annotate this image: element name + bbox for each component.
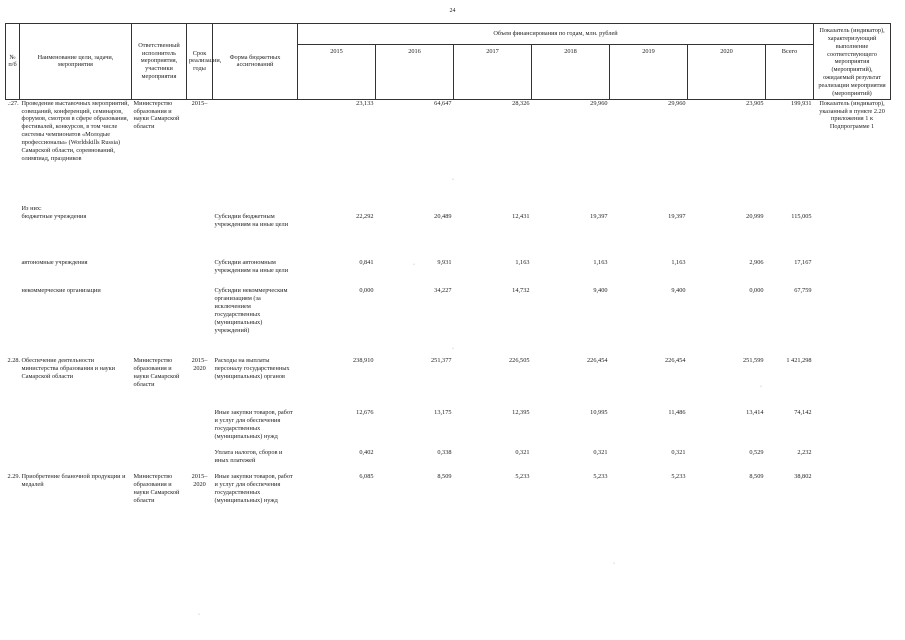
budget-form: Субсидии бюджетным учреждениям на иные цели bbox=[214, 213, 289, 229]
row-number bbox=[6, 449, 20, 473]
row-number bbox=[6, 213, 20, 259]
year-value: 0,402 bbox=[359, 449, 374, 457]
responsible: Министерство образования и науки Самарской области bbox=[133, 357, 180, 388]
term bbox=[187, 259, 213, 287]
year-value: 20,999 bbox=[746, 213, 764, 221]
indicator bbox=[814, 449, 891, 473]
year-value bbox=[298, 205, 376, 213]
year-value: 10,995 bbox=[590, 409, 608, 417]
activity-name: Из них: bbox=[21, 205, 42, 213]
year-value: 226,505 bbox=[509, 357, 530, 365]
year-value: 12,395 bbox=[512, 409, 530, 417]
header-responsible: Ответственный исполнитель мероприятия, участники мероприятия bbox=[132, 24, 187, 100]
year-value: 22,292 bbox=[356, 213, 374, 221]
row-number bbox=[6, 259, 20, 287]
year-value: 12,431 bbox=[512, 213, 530, 221]
budget-form: Иные закупки товаров, работ и услуг для обеспечения государственных (муниципальных) нужд bbox=[214, 409, 293, 440]
year-value: 0,321 bbox=[671, 449, 686, 457]
year-value: 0,529 bbox=[749, 449, 764, 457]
year-value: 20,489 bbox=[434, 213, 452, 221]
year-value: 0,338 bbox=[437, 449, 452, 457]
year-value: 64,647 bbox=[376, 99, 454, 205]
year-value: 5,233 bbox=[671, 473, 686, 481]
responsible: Министерство образования и науки Самарской области bbox=[132, 99, 187, 205]
table-row bbox=[6, 99, 891, 205]
indicator bbox=[814, 409, 891, 449]
total-value: 74,142 bbox=[794, 409, 812, 417]
year-value: 34,227 bbox=[434, 287, 452, 295]
page-number: 24 bbox=[449, 8, 456, 14]
table-row bbox=[6, 213, 891, 259]
header-number: № п/б bbox=[6, 24, 20, 100]
year-value: 12,676 bbox=[356, 409, 374, 417]
year-value bbox=[688, 205, 766, 213]
year-value bbox=[532, 205, 610, 213]
year-value: 9,931 bbox=[437, 259, 452, 267]
year-value: 251,377 bbox=[431, 357, 452, 365]
year-value: 8,509 bbox=[749, 473, 764, 481]
year-value: 14,732 bbox=[512, 287, 530, 295]
activity-name: автономные учреждения bbox=[21, 259, 88, 267]
year-value: 1,163 bbox=[593, 259, 608, 267]
table-row bbox=[6, 259, 891, 287]
year-value: 11,486 bbox=[668, 409, 686, 417]
year-value: 6,085 bbox=[359, 473, 374, 481]
year-value: 1,163 bbox=[515, 259, 530, 267]
total-value: 38,802 bbox=[794, 473, 812, 481]
total-value: 67,759 bbox=[794, 287, 812, 295]
term: 2015–2020 bbox=[191, 473, 208, 489]
year-value: 28,326 bbox=[454, 99, 532, 205]
year-value: 29,960 bbox=[532, 99, 610, 205]
year-value bbox=[376, 205, 454, 213]
year-value: 5,233 bbox=[593, 473, 608, 481]
term: 2015–2020 bbox=[191, 357, 208, 373]
year-value: 0,841 bbox=[359, 259, 374, 267]
activity-name: Обеспечение деятельности министерства образования и науки Самарской области bbox=[21, 357, 116, 380]
scan-speck: · bbox=[613, 561, 615, 567]
table-body bbox=[6, 99, 891, 523]
header-form: Форма бюджетных ассигнований bbox=[213, 24, 298, 100]
header-term: Срок реализации, годы bbox=[187, 24, 213, 100]
indicator bbox=[814, 287, 891, 357]
row-number bbox=[6, 287, 20, 357]
year-value: 0,321 bbox=[593, 449, 608, 457]
year-value: 226,454 bbox=[665, 357, 686, 365]
scan-speck: · bbox=[413, 262, 415, 268]
total-value: 17,167 bbox=[794, 259, 812, 267]
term bbox=[187, 449, 213, 473]
header-indicator: Показатель (индикатор), характеризующий выполнение соответствующего мероприятия (мероприятий), ожидаемый результат реализации мероприятия (мероприятий) bbox=[814, 24, 891, 100]
activity-name: Приобретение бланочной продукции и медалей bbox=[21, 473, 126, 489]
indicator: Показатель (индикатор), указанный в пункте 2.20 приложения 1 к Подпрограмме 1 bbox=[814, 99, 891, 205]
budget-form: Субсидии автономным учреждениям на иные цели bbox=[214, 259, 289, 275]
scan-speck: · bbox=[760, 384, 762, 390]
budget-form: Уплата налогов, сборов и иных платежей bbox=[214, 449, 283, 465]
year-value: 8,509 bbox=[437, 473, 452, 481]
row-number: 2.28. bbox=[7, 357, 21, 365]
header-name: Наименование цели, задачи, мероприятия bbox=[20, 24, 132, 100]
year-value bbox=[610, 205, 688, 213]
table-row bbox=[6, 449, 891, 473]
row-number bbox=[6, 205, 20, 213]
year-value: 1,163 bbox=[671, 259, 686, 267]
row-number: .:27. bbox=[6, 99, 20, 205]
responsible bbox=[132, 205, 187, 213]
header-total: Всего bbox=[766, 44, 814, 99]
header-year: 2019 bbox=[610, 44, 688, 99]
term bbox=[187, 213, 213, 259]
budget-form: Расходы на выплаты персоналу государственных (муниципальных) органов bbox=[214, 357, 290, 380]
year-value: 5,233 bbox=[515, 473, 530, 481]
responsible bbox=[132, 449, 187, 473]
table-row bbox=[6, 357, 891, 409]
activity-name: Проведение выставочных мероприятий, совещаний, конференций, семинаров, форумов, смотров в сфере образования, фестивалей, конкурсов, в том числе системы чемпионатов «Молодые профессионалы» (Worldskills Russia) Самарской области, соревнований, олимпиад, праздников bbox=[20, 99, 132, 205]
responsible: Министерство образования и науки Самарской области bbox=[133, 473, 180, 504]
budget-form bbox=[213, 205, 298, 213]
row-number: 2.29. bbox=[7, 473, 21, 481]
year-value: 226,454 bbox=[587, 357, 608, 365]
activity-name bbox=[20, 409, 132, 449]
indicator bbox=[814, 213, 891, 259]
total-value: 2,232 bbox=[797, 449, 812, 457]
header-volume: Объем финансирования по годам, млн. рублей bbox=[298, 24, 814, 45]
total-value: 199,931 bbox=[766, 99, 814, 205]
scan-speck: · bbox=[452, 346, 454, 352]
table-header bbox=[6, 24, 891, 100]
activity-name: бюджетные учреждения bbox=[21, 213, 87, 221]
indicator bbox=[814, 473, 891, 523]
row-number bbox=[6, 409, 20, 449]
year-value: 19,397 bbox=[590, 213, 608, 221]
table-row bbox=[6, 409, 891, 449]
year-value: 0,321 bbox=[515, 449, 530, 457]
total-value bbox=[766, 205, 814, 213]
header-year: 2018 bbox=[532, 44, 610, 99]
activity-name: некоммерческие организации bbox=[21, 287, 101, 295]
term bbox=[187, 409, 213, 449]
year-value: 9,400 bbox=[671, 287, 686, 295]
header-year: 2016 bbox=[376, 44, 454, 99]
responsible bbox=[132, 287, 187, 357]
responsible bbox=[132, 259, 187, 287]
scan-speck: · bbox=[452, 177, 454, 183]
indicator bbox=[814, 357, 891, 409]
responsible bbox=[132, 213, 187, 259]
term: 2015– bbox=[187, 99, 213, 205]
year-value: 251,599 bbox=[743, 357, 764, 365]
indicator bbox=[814, 205, 891, 213]
header-year: 2020 bbox=[688, 44, 766, 99]
scan-speck: · bbox=[198, 612, 200, 618]
year-value: 29,960 bbox=[610, 99, 688, 205]
budget-form: Субсидии некоммерческим организациям (за исключением государственных (муниципальных) учреждений) bbox=[214, 287, 288, 334]
activity-name bbox=[20, 449, 132, 473]
indicator bbox=[814, 259, 891, 287]
year-value: 0,000 bbox=[749, 287, 764, 295]
year-value: 13,414 bbox=[746, 409, 764, 417]
header-year: 2017 bbox=[454, 44, 532, 99]
year-value: 9,400 bbox=[593, 287, 608, 295]
year-value: 13,175 bbox=[434, 409, 452, 417]
year-value: 23,133 bbox=[298, 99, 376, 205]
budget-form: Иные закупки товаров, работ и услуг для обеспечения государственных (муниципальных) нужд bbox=[214, 473, 293, 504]
total-value: 115,005 bbox=[791, 213, 812, 221]
responsible bbox=[132, 409, 187, 449]
table-row bbox=[6, 287, 891, 357]
year-value: 23,905 bbox=[688, 99, 766, 205]
header-year: 2015 bbox=[298, 44, 376, 99]
year-value: 0,000 bbox=[359, 287, 374, 295]
year-value: 2,906 bbox=[749, 259, 764, 267]
budget-form bbox=[213, 99, 298, 205]
year-value bbox=[454, 205, 532, 213]
table-row bbox=[6, 473, 891, 523]
table-row bbox=[6, 205, 891, 213]
total-value: 1 421,298 bbox=[786, 357, 812, 365]
term bbox=[187, 205, 213, 213]
term bbox=[187, 287, 213, 357]
financing-table bbox=[5, 23, 891, 523]
year-value: 19,397 bbox=[668, 213, 686, 221]
year-value: 238,910 bbox=[353, 357, 374, 365]
